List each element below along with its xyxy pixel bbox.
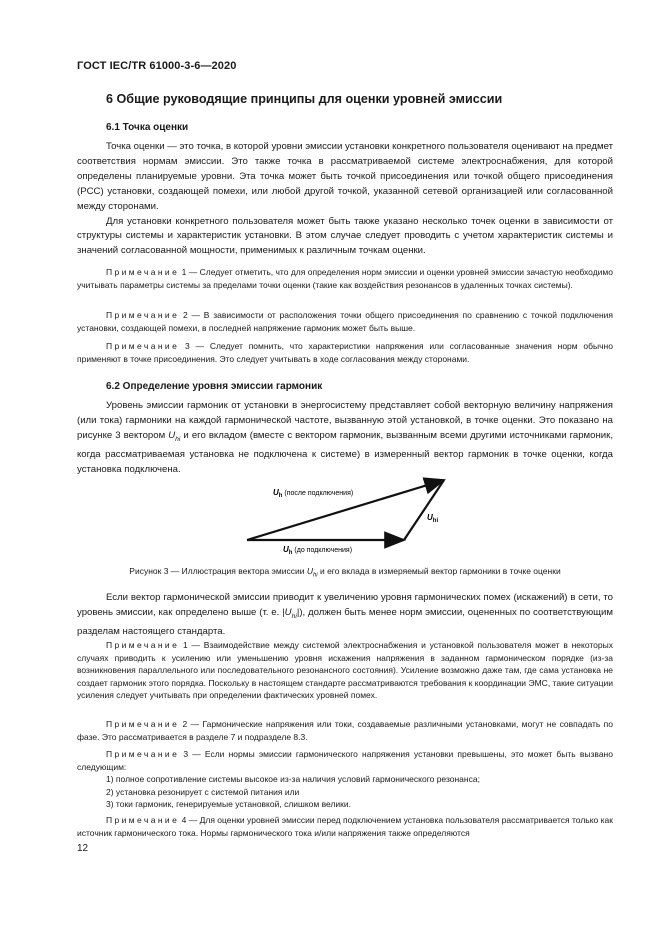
paragraph: Для установки конкретного пользователя может быть также указано несколько точек оценки в зависимости от структуры системы и характеристик установки. В этом случае следует проводить с учетом характеристик системы и значений согласованной мощности, применимых к различным точкам оценки. [77, 215, 613, 257]
note-1: Примечание 1 — Следует отметить, что для определения норм эмиссии и оценки уровней эмиссии зачастую необходимо учитывать параметры системы за пределами точки оценки (такие как воздействия резонансов в удаленных точках системы). [77, 267, 613, 290]
figure-3-caption: Рисунок 3 — Иллюстрация вектора эмиссии $U_{hi}$ и его вклада в измеряемый вектор гармоники в точке оценки [129, 566, 561, 579]
note-3: Примечание 3 — Следует помнить, что характеристики напряжения или согласованные значения норм обычно применяют в точке присоединения. Это следует учитывать в ходе согласования между сторонами. [77, 341, 613, 364]
list-item: 3) токи гармоник, генерируемые установкой, слишком велики. [106, 799, 351, 810]
section-6-1-text [77, 140, 613, 259]
note-6-2-3: Примечание 3 — Если нормы эмиссии гармонического напряжения установки превышены, это может быть вызвано следующим: [77, 749, 613, 772]
section-6-1-title: 6.1 Точка оценки [106, 122, 189, 133]
label-vector-before: $U_h$ (до подключения) [283, 545, 353, 556]
section-6-2-title: 6.2 Определение уровня эмиссии гармоник [106, 381, 323, 392]
figure-3-vector-diagram [77, 470, 613, 562]
list-item: 2) установка резонирует с системой питания или [106, 786, 300, 797]
note-6-2-4: Примечание 4 — Для оценки уровней эмиссии перед подключением установка пользователя рассматривается только как источник гармонического тока. Нормы гармонического тока и/или напряжения также определяются [77, 815, 613, 838]
label-vector-after: $U_h$ (после подключения) [273, 488, 354, 499]
section-6-2-paragraph-2: Если вектор гармонической эмиссии приводит к увеличению уровня гармонических помех (искажений) в сети, то уровень эмиссии, как определено выше (т. е. $|U_{hi}|$), должен быть менее норм эмиссии, оцененных по соответствующим разделам настоящего стандарта. [77, 592, 613, 637]
note-6-2-2: Примечание 2 — Гармонические напряжения или токи, создаваемые различными установками, могут не совпадать по фазе. Это рассматривается в разделе 7 и подразделе 8.3. [77, 719, 613, 742]
page-number: 12 [77, 843, 89, 854]
causes-list [77, 773, 613, 811]
note-2: Примечание 2 — В зависимости от расположения точки общего присоединения по сравнению с точкой подключения установки, создающей помехи, в последней напряжение гармоник может быть выше. [77, 310, 613, 333]
section-6-2-paragraph-1: Уровень эмиссии гармоник от установки в энергосистему представляет собой векторную величину напряжения (или тока) гармоники на каждой гармонической частоте, вызванную этой установкой, в точке оценки. Это показано на рисунке 3 вектором $U_{hi}$ и его вкладом (вместе с вектором гармоник, вызванным всеми другими источниками гармоник, когда рассматриваемая установка не подключена к системе) в измеренный вектор гармоник в точке оценки, когда установка подключена. [77, 400, 614, 475]
label-vector-emission: $U_{hi}$ [427, 513, 439, 524]
list-item: 1) полное сопротивление системы высокое из-за наличия условий гармонического резонанса; [106, 774, 480, 784]
paragraph: Точка оценки — это точка, в которой уровни эмиссии установки конкретного пользователя оценивают на предмет соответствия нормам эмиссии. Это также точка в рассматриваемой системе электроснабжения, для которой определены планируемые уровни. Эта точка может быть точкой присоединения или точкой общего присоединения (PCC) установки, создающей помехи, или любой другой точкой, указанной сетевой организацией или согласованной между сторонами. [77, 141, 613, 212]
section-6-title: 6 Общие руководящие принципы для оценки уровней эмиссии [106, 92, 503, 106]
document-code: ГОСТ IEC/TR 61000-3-6—2020 [77, 60, 237, 72]
note-6-2-1: Примечание 1 — Взаимодействие между системой электроснабжения и установкой пользователя может в некоторых случаях приводить к усилению или уменьшению уровня искажения напряжения в заданном гармоническом порядке (из-за возникновения параллельного или последовательного резонансного состояния). Усиление возможно даже там, где сама установка не создает гармоник этого порядка. Поскольку в настоящем стандарте рассматриваются требования к координации ЭМС, такие ситуации усиления следует учитывать при определении фактических уровней помех. [77, 640, 613, 701]
vector-emission [404, 480, 444, 540]
